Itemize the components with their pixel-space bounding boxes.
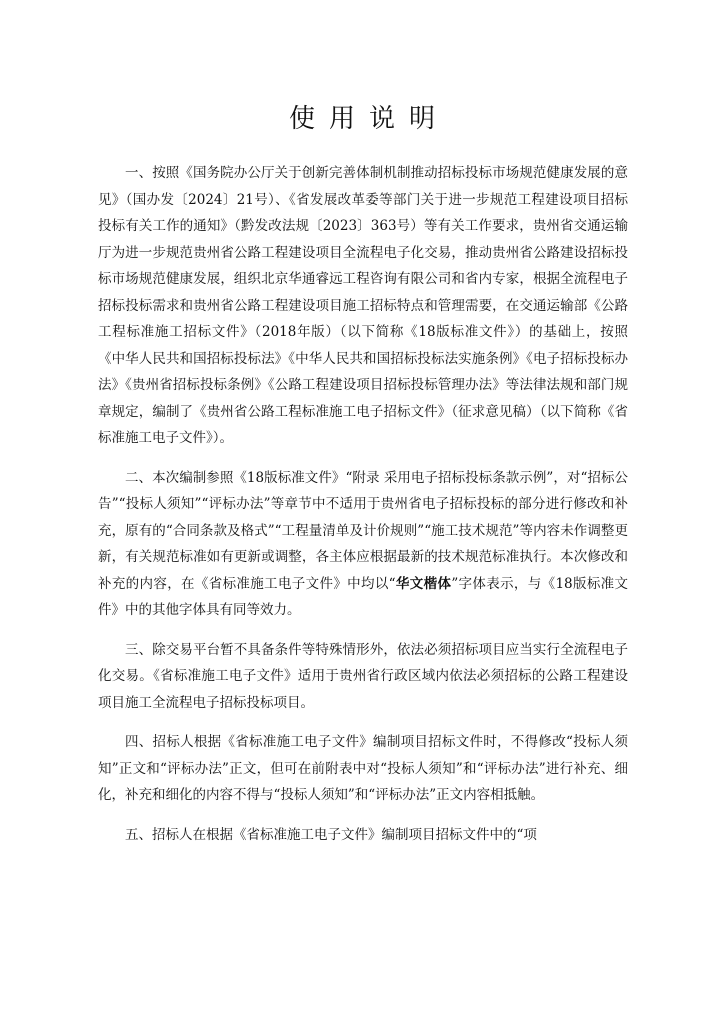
- paragraph-3: 三、除交易平台暂不具备条件等特殊情形外，依法必须招标项目应当实行全流程电子化交易。《省标准施工电子文件》适用于贵州省行政区域内依法必须招标的公路工程建设项目施工全流程电子招标投标项目。: [98, 641, 628, 711]
- paragraph-2: [98, 465, 628, 624]
- paragraph-2-text: 二、本次编制参照《18版标准文件》“附录 采用电子招标投标条款示例”，对“招标公告”“投标人须知”“评标办法”等章节中不适用于贵州省电子招标投标的部分进行修改和补充，原有的“合同条款及格式”“工程量清单及计价规则”“施工技术规范”等内容未作调整更新，有关规范标准如有更新或调整，各主体应根据最新的技术规范标准执行。本次修改和补充的内容，在《省标准施工电子文件》中均以“: [98, 469, 628, 592]
- paragraph-4: 四、招标人根据《省标准施工电子文件》编制项目招标文件时，不得修改“投标人须知”正文和“评标办法”正文，但可在前附表中对“投标人须知”和“评标办法”进行补充、细化，补充和细化的内容不得与“投标人须知”和“评标办法”正文内容相抵触。: [98, 734, 628, 803]
- paragraph-2-text-end: ”字体表示，与《18版标准文件》中的其他字体具有同等效力。: [98, 575, 628, 618]
- document-body: [98, 160, 628, 861]
- paragraph-1: 一、按照《国务院办公厅关于创新完善体制机制推动招标投标市场规范健康发展的意见》（国办发〔2024〕21号）、《省发展改革委等部门关于进一步规范工程建设项目招标投标有关工作的通知》（黔发改法规〔2023〕363号）等有关工作要求，贵州省交通运输厅为进一步规范贵州省公路工程建设项目全流程电子化交易，推动贵州省公路建设招标投标市场规范健康发展，组织北京华通睿远工程咨询有限公司和省内专家，根据全流程电子招标投标需求和贵州省公路工程建设项目施工招标特点和管理需要，在交通运输部《公路工程标准施工招标文件》（2018年版）（以下简称《18版标准文件》）的基础上，按照《中华人民共和国招标投标法》《中华人民共和国招标投标法实施条例》《电子招标投标办法》《贵州省招标投标条例》《公路工程建设项目招标投标管理办法》等法律法规和部门规章规定，编制了《贵州省公路工程标准施工电子招标文件》（征求意见稿）（以下简称《省标准施工电子文件》）。: [98, 165, 628, 446]
- paragraph-2-font-name: 华文楷体: [395, 575, 452, 592]
- paragraph-5: 五、招标人在根据《省标准施工电子文件》编制项目招标文件中的“项: [125, 826, 537, 843]
- page-title: 使用说明: [288, 104, 449, 134]
